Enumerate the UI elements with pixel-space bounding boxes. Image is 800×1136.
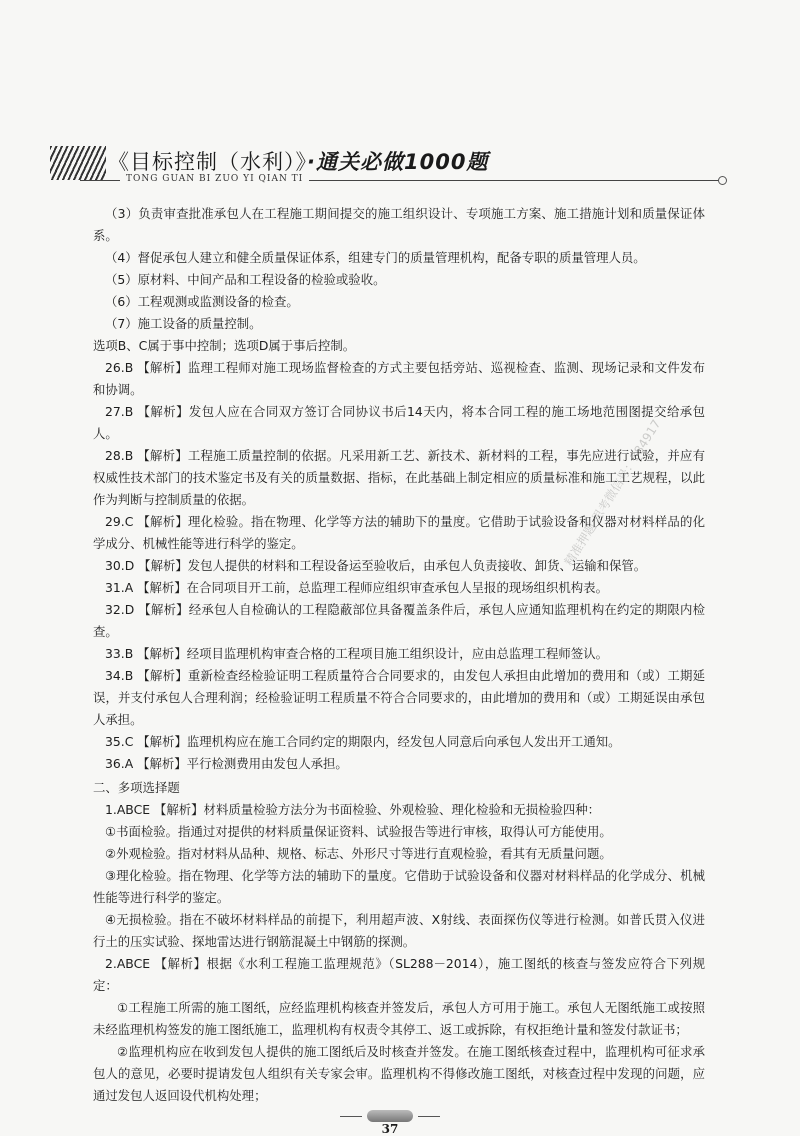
answer-item: 30.D 【解析】发包人提供的材料和工程设备运至验收后，由承包人负责接收、卸货、运输和保管。: [105, 558, 647, 573]
answer-item: 32.D 【解析】经承包人自检确认的工程隐蔽部位具备覆盖条件后，承包人应通知监理机构在约定的期限内检查。: [93, 602, 705, 639]
page-header: [50, 140, 760, 190]
paragraph: ③理化检验。指在物理、化学等方法的辅助下的量度。它借助于试验设备和仪器对材料样品的化学成分、机械性能等进行科学的鉴定。: [93, 868, 705, 905]
header-stripes-decoration: [50, 146, 106, 180]
answer-item: 35.C 【解析】监理机构应在施工合同约定的期限内，经发包人同意后向承包人发出开工通知。: [105, 734, 621, 749]
paragraph: ②外观检验。指对材料从品种、规格、标志、外形尺寸等进行直观检验，看其有无质量问题。: [105, 846, 612, 861]
paragraph: ②监理机构应在收到发包人提供的施工图纸后及时核查并签发。在施工图纸核查过程中，监理机构可征求承包人的意见，必要时提请发包人组织有关专家会审。监理机构不得修改施工图纸，对核查过程中发现的问题，应通过发包人返回设代机构处理；: [93, 1044, 705, 1103]
paragraph: （6）工程观测或监测设备的检查。: [105, 294, 299, 309]
footer-ornament: [367, 1110, 413, 1122]
book-title-sub: ·通关必做1000题: [307, 150, 489, 174]
watermark: 精准押题 思考微信号：384917: [561, 417, 664, 569]
answer-item: 34.B 【解析】重新检查经检验证明工程质量符合合同要求的，由发包人承担由此增加的费用和（或）工期延误，并支付承包人合理利润；经检验证明工程质量不符合合同要求的，由此增加的费用和（或）工期延误由承包人承担。: [93, 668, 705, 727]
header-rule-end-dot: [718, 176, 727, 185]
page-footer: [340, 1108, 440, 1136]
paragraph: ①工程施工所需的施工图纸，应经监理机构核查并签发后，承包人方可用于施工。承包人无图纸施工或按照未经监理机构签发的施工图纸施工，监理机构有权责令其停工、返工或拆除，有权拒绝计量和签发付款证书；: [93, 1000, 705, 1037]
page-content: [93, 203, 705, 1107]
answer-item: 33.B 【解析】经项目监理机构审查合格的工程项目施工组织设计，应由总监理工程师签认。: [105, 646, 608, 661]
footer-rule-left: [340, 1116, 362, 1117]
book-title: [108, 146, 488, 176]
section-heading: 二、多项选择题: [93, 780, 180, 795]
header-pinyin: TONG GUAN BI ZUO YI QIAN TI: [120, 174, 309, 184]
paragraph: ①书面检验。指通过对提供的材料质量保证资料、试验报告等进行审核，取得认可方能使用。: [105, 824, 612, 839]
answer-item: 36.A 【解析】平行检测费用由发包人承担。: [105, 756, 348, 771]
answer-item: 29.C 【解析】理化检验。指在物理、化学等方法的辅助下的量度。它借助于试验设备和仪器对材料样品的化学成分、机械性能等进行科学的鉴定。: [93, 514, 705, 551]
answer-item: 31.A 【解析】在合同项目开工前，总监理工程师应组织审查承包人呈报的现场组织机构表。: [105, 580, 608, 595]
paragraph: （7）施工设备的质量控制。: [105, 316, 262, 331]
answer-item: 28.B 【解析】工程施工质量控制的依据。凡采用新工艺、新技术、新材料的工程，事先应进行试验，并应有权威性技术部门的技术鉴定书及有关的质量数据、指标，在此基础上制定相应的质量标准和施工工艺规程，以此作为判断与控制质量的依据。: [93, 448, 705, 507]
answer-item: 2.ABCE 【解析】根据《水利工程施工监理规范》（SL288－2014），施工图纸的核查与签发应符合下列规定：: [93, 956, 705, 993]
page-number: 37: [381, 1122, 399, 1136]
answer-item: 27.B 【解析】发包人应在合同双方签订合同协议书后14天内，将本合同工程的施工场地范围图提交给承包人。: [93, 404, 705, 441]
paragraph: ④无损检验。指在不破坏材料样品的前提下，利用超声波、X射线、表面探伤仪等进行检测。如普氏贯入仪进行土的压实试验、探地雷达进行钢筋混凝土中钢筋的探测。: [93, 912, 705, 949]
answer-item: 1.ABCE 【解析】材料质量检验方法分为书面检验、外观检验、理化检验和无损检验四种：: [105, 802, 601, 817]
footer-rule-right: [418, 1116, 440, 1117]
paragraph: （5）原材料、中间产品和工程设备的检验或验收。: [105, 272, 386, 287]
paragraph: 选项B、C属于事中控制；选项D属于事后控制。: [93, 338, 356, 353]
paragraph: （4）督促承包人建立和健全质量保证体系，组建专门的质量管理机构，配备专职的质量管理人员。: [105, 250, 646, 265]
paragraph: （3）负责审查批准承包人在工程施工期间提交的施工组织设计、专项施工方案、施工措施计划和质量保证体系。: [93, 206, 705, 243]
book-title-main: 《目标控制（水利）》: [108, 150, 307, 174]
answer-item: 26.B 【解析】监理工程师对施工现场监督检查的方式主要包括旁站、巡视检查、监测、现场记录和文件发布和协调。: [93, 360, 705, 397]
